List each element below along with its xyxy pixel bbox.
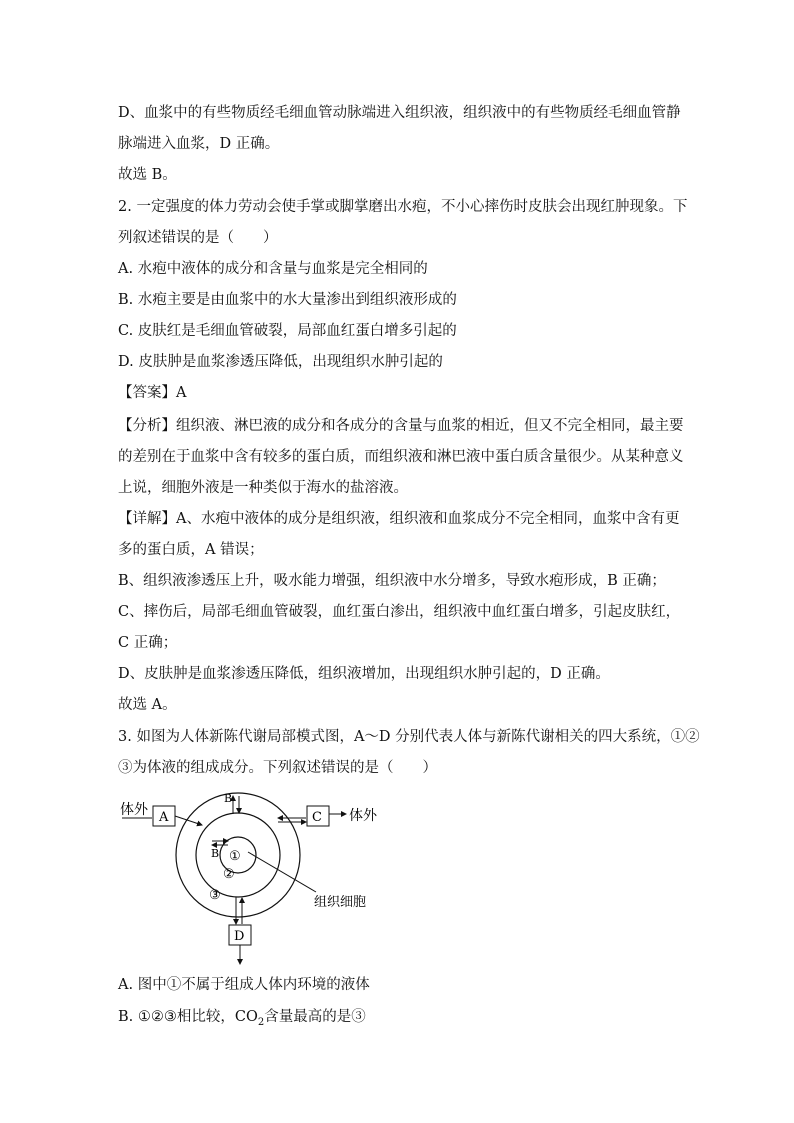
detail-line-6: D、皮肤肿是血浆渗透压降低，组织液增加，出现组织水肿引起的，D 正确。 xyxy=(118,666,610,682)
question-2-option-a: A. 水疱中液体的成分和含量与血浆是完全相同的 xyxy=(118,261,428,277)
question-3-stem-cont: ③为体液的组成成分。下列叙述错误的是（ ） xyxy=(118,760,437,776)
box-d-label: D xyxy=(234,929,245,944)
label-b-inner: B xyxy=(211,847,220,860)
analysis-line-2: 的差别在于血浆中含有较多的蛋白质，而组织液和淋巴液中蛋白质含量很少。从某种意义 xyxy=(118,449,684,465)
box-c-label: C xyxy=(312,810,322,825)
analysis-line-3: 上说，细胞外液是一种类似于海水的盐溶液。 xyxy=(118,480,408,496)
question-2-option-b: B. 水疱主要是由血浆中的水大量渗出到组织液形成的 xyxy=(118,292,457,308)
metabolism-diagram xyxy=(118,784,388,970)
line-3: 故选 B。 xyxy=(118,167,177,183)
cell-label: 组织细胞 xyxy=(314,895,367,910)
num-2: ② xyxy=(223,867,235,882)
analysis-line-1: 【分析】组织液、淋巴液的成分和各成分的含量与血浆的相近，但又不完全相同，最主要 xyxy=(118,418,684,434)
detail-line-1: 【详解】A、水疱中液体的成分是组织液，组织液和血浆成分不完全相同，血浆中含有更 xyxy=(118,511,680,527)
outside-right-label: 体外 xyxy=(349,808,377,824)
answer-line: 【答案】A xyxy=(118,385,187,401)
detail-line-3: B、组织液渗透压上升，吸水能力增强，组织液中水分增多，导致水疱形成，B 正确； xyxy=(118,573,666,589)
detail-line-2: 多的蛋白质，A 错误； xyxy=(118,542,264,558)
question-3-option-a: A. 图中①不属于组成人体内环境的液体 xyxy=(118,977,370,993)
label-b-top: B xyxy=(224,792,233,805)
question-3-option-b xyxy=(118,1007,366,1033)
option-b-subscript: 2 xyxy=(257,1016,265,1028)
outside-left-label: 体外 xyxy=(120,802,148,818)
question-2-option-c: C. 皮肤红是毛细血管破裂，局部血红蛋白增多引起的 xyxy=(118,323,457,339)
num-3: ③ xyxy=(209,888,221,903)
detail-line-4: C、摔伤后，局部毛细血管破裂，血红蛋白渗出，组织液中血红蛋白增多，引起皮肤红， xyxy=(118,604,681,620)
question-2-option-d: D. 皮肤肿是血浆渗透压降低，出现组织水肿引起的 xyxy=(118,354,443,370)
num-1: ① xyxy=(229,849,241,864)
detail-line-7: 故选 A。 xyxy=(118,697,177,713)
line-1: D、血浆中的有些物质经毛细血管动脉端进入组织液，组织液中的有些物质经毛细血管静 xyxy=(118,105,681,121)
question-3-stem: 3. 如图为人体新陈代谢局部模式图，A～D 分别代表人体与新陈代谢相关的四大系统，①② xyxy=(118,729,700,745)
option-b-suffix: 含量最高的是③ xyxy=(264,1009,366,1025)
line-2: 脉端进入血浆，D 正确。 xyxy=(118,136,280,152)
detail-line-5: C 正确； xyxy=(118,635,178,651)
question-2-stem-cont: 列叙述错误的是（ ） xyxy=(118,230,278,246)
box-a-label: A xyxy=(159,810,169,825)
option-b-prefix: B. ①②③相比较，CO xyxy=(118,1009,258,1025)
question-2-stem: 2. 一定强度的体力劳动会使手掌或脚掌磨出水疱，不小心摔伤时皮肤会出现红肿现象。下 xyxy=(118,199,688,215)
